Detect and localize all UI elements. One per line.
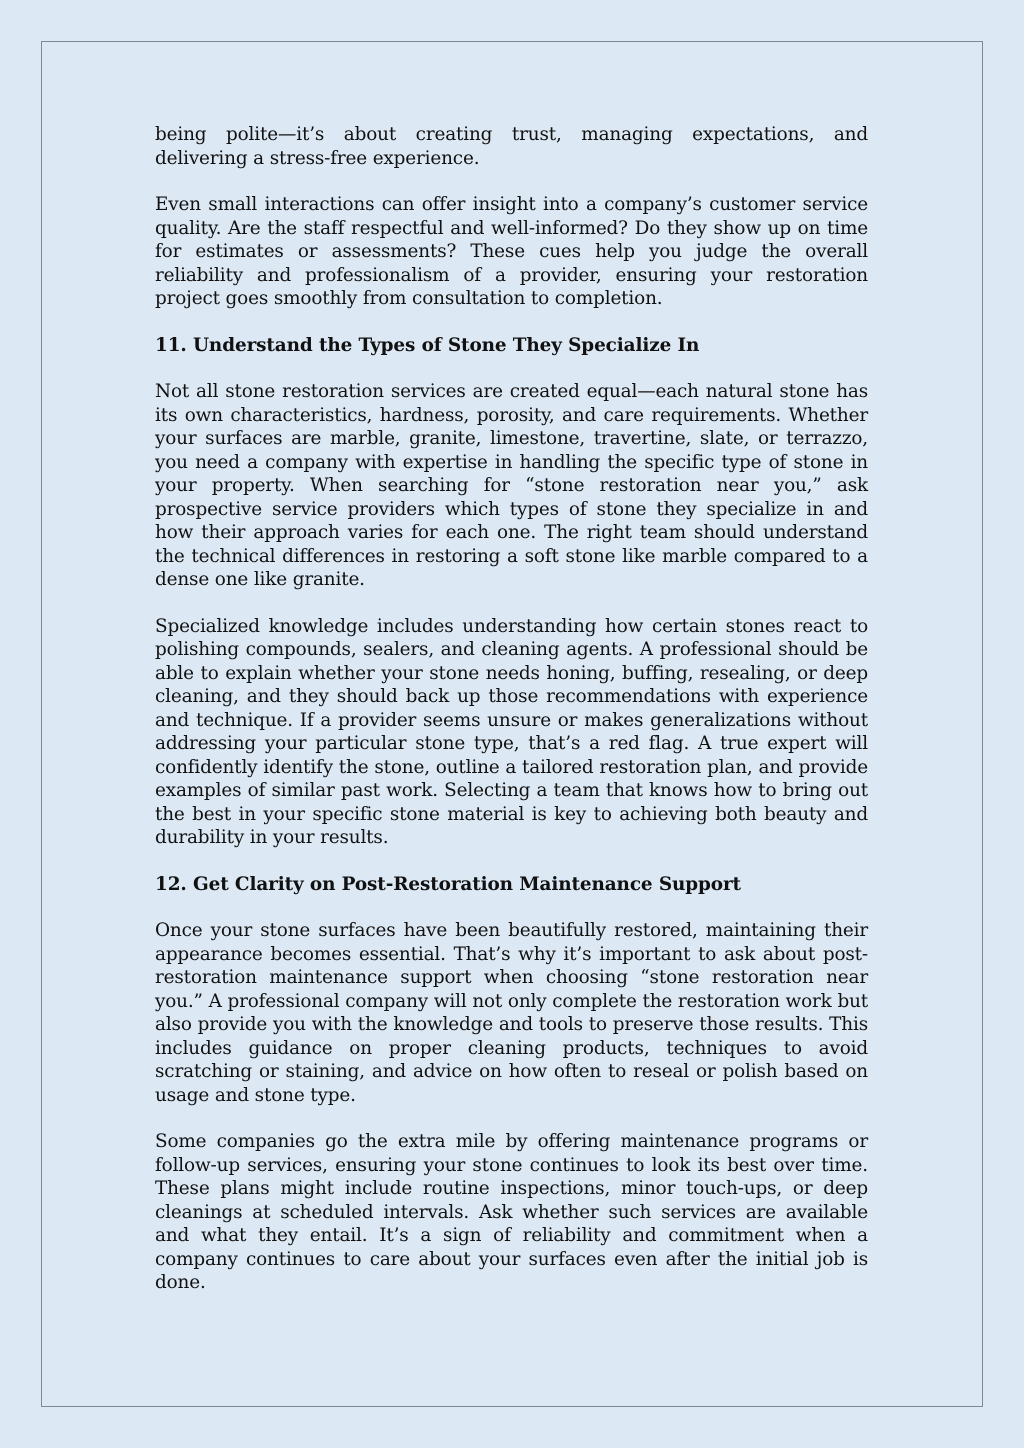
paragraph-customer-service: Even small interactions can offer insight into a company’s customer service quality. Are the staff respectful and well-informed? Do they show up on time for estimates or assessments? These cues help you judge the overall reliability and professionalism of a provider, ensuring your restoration project goes smoothly from consultation to completion.: [155, 194, 868, 309]
paragraph-stone-types: Not all stone restoration services are created equal—each natural stone has its own characteristics, hardness, porosity, and care requirements. Whether your surfaces are marble, granite, limestone, travertine, slate, or terrazzo, you need a company with expertise in handling the specific type of stone in your property. When searching for “stone restoration near you,” ask prospective service providers which types of stone they specialize in and how their approach varies for each one. The right team should understand the technical differences in restoring a soft stone like marble compared to a dense one like granite.: [155, 381, 868, 590]
section-heading-stone-types: 11. Understand the Types of Stone They Specialize In: [155, 334, 700, 356]
paragraph-specialized-knowledge: Specialized knowledge includes understanding how certain stones react to polishing compounds, sealers, and cleaning agents. A professional should be able to explain whether your stone needs honing, buffing, resealing, or deep cleaning, and they should back up those recommendations with experience and technique. If a provider seems unsure or makes generalizations without addressing your particular stone type, that’s a red flag. A true expert will confidently identify the stone, outline a tailored restoration plan, and provide examples of similar past work. Selecting a team that knows how to bring out the best in your specific stone material is key to achieving both beauty and durability in your results.: [155, 615, 868, 848]
document-body: [155, 123, 868, 1318]
paragraph-intro-continued: being polite—it’s about creating trust, managing expectations, and delivering a stress-free experience.: [155, 124, 868, 169]
paragraph-maintenance-programs: Some companies go the extra mile by offering maintenance programs or follow-up services, ensuring your stone continues to look its best over time. These plans might include routine inspections, minor touch-ups, or deep cleanings at scheduled intervals. Ask whether such services are available and what they entail. It’s a sign of reliability and commitment when a company continues to care about your surfaces even after the initial job is done.: [155, 1131, 868, 1293]
section-heading-maintenance-support: 12. Get Clarity on Post-Restoration Maintenance Support: [155, 873, 741, 895]
paragraph-maintenance-support: Once your stone surfaces have been beautifully restored, maintaining their appearance becomes essential. That’s why it’s important to ask about post-restoration maintenance support when choosing “stone restoration near you.” A professional company will not only complete the restoration work but also provide you with the knowledge and tools to preserve those results. This includes guidance on proper cleaning products, techniques to avoid scratching or staining, and advice on how often to reseal or polish based on usage and stone type.: [155, 920, 868, 1106]
